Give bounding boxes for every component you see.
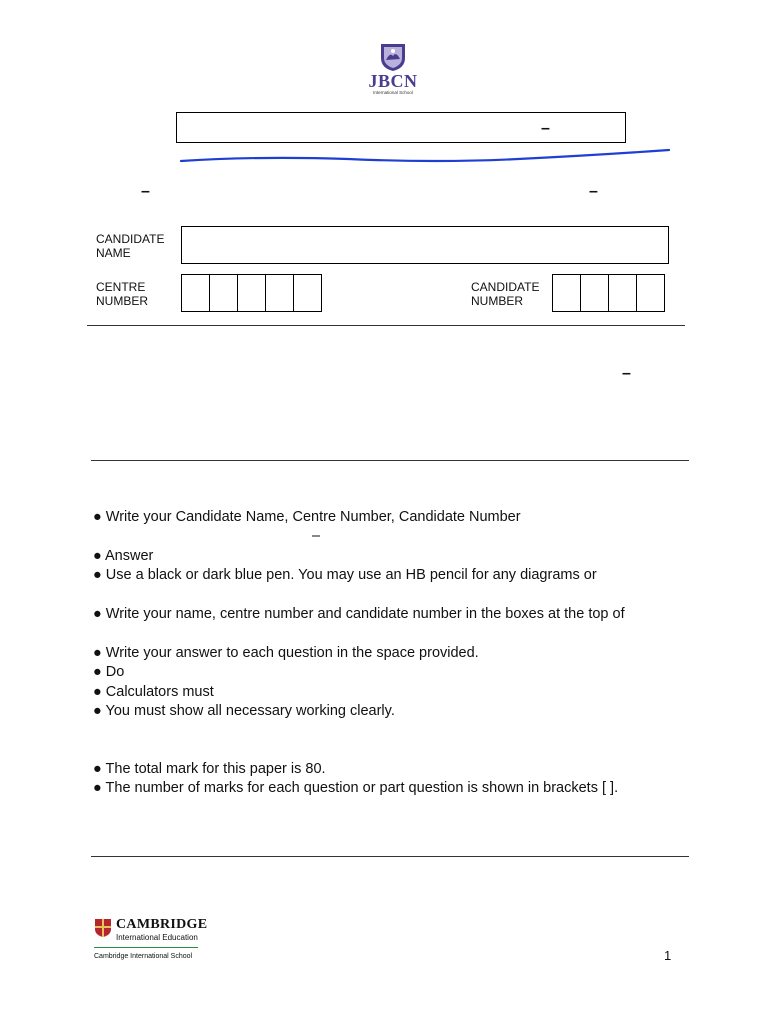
centre-number-digit-box[interactable] [237,274,266,312]
instruction-item: ● Write your answer to each question in the space provided. [93,644,479,661]
candidate-number-digit-box[interactable] [636,274,665,312]
centre-number-digit-box[interactable] [209,274,238,312]
paper-title-box [176,112,626,143]
centre-number-label-line1: CENTRE [96,280,146,294]
header-divider [87,325,685,326]
centre-number-digit-box[interactable] [265,274,294,312]
candidate-number-digit-box[interactable] [552,274,581,312]
school-crest-icon [378,42,408,72]
subtitle-right-dash: – [589,183,598,200]
candidate-number-digit-box[interactable] [608,274,637,312]
candidate-name-label-line2: NAME [96,246,131,260]
centre-number-label [96,280,148,308]
instruction-item: ● Do [93,664,125,681]
instruction-item: – [312,528,321,545]
instruction-item [93,624,713,643]
school-logo [362,42,424,98]
info-item: ● The total mark for this paper is 80. [93,761,326,778]
instruction-item: ● Answer [93,547,154,564]
candidate-number-label [471,280,539,308]
cambridge-school-label: Cambridge International School [94,953,193,960]
title-dash: – [541,120,550,137]
subtitle-left-dash: – [141,183,150,200]
candidate-number-label-line2: NUMBER [471,294,524,308]
pen-underline-stroke [178,146,672,168]
candidate-number-boxes [552,274,665,312]
instruction-item: ● Write your name, centre number and candidate number in the boxes at the top of [93,605,625,622]
cambridge-rule [94,947,198,948]
instruction-item [93,586,713,605]
instruction-item: ● Use a black or dark blue pen. You may use an HB pencil for any diagrams or [93,567,597,584]
instructions-bottom-divider [91,856,689,857]
centre-number-digit-box[interactable] [181,274,210,312]
instructions-list [93,508,713,799]
cambridge-shield-icon [94,918,112,938]
candidate-number-label-line1: CANDIDATE [471,280,540,294]
paper-info-dash: – [622,365,631,382]
centre-number-digit-box[interactable] [293,274,322,312]
logo-wordmark: JBCN [368,71,418,91]
candidate-name-field[interactable] [181,226,669,264]
cambridge-logo [94,916,224,966]
logo-subtext: International School [373,90,413,95]
candidate-name-label [96,232,164,260]
instruction-item: ● Write your Candidate Name, Centre Number, Candidate Number [93,509,521,525]
instruction-item: ● Calculators must [93,683,214,700]
info-item: ● The number of marks for each question or part question is shown in brackets [ ]. [93,780,619,797]
cambridge-wordmark: CAMBRIDGE [116,917,208,932]
instruction-item: ● You must show all necessary working clearly. [93,702,395,719]
cambridge-subtitle: International Education [116,933,198,942]
centre-number-label-line2: NUMBER [96,294,149,308]
page-number: 1 [664,948,672,963]
candidate-name-label-line1: CANDIDATE [96,232,165,246]
centre-number-boxes [181,274,322,312]
instructions-gap [93,721,713,760]
candidate-number-digit-box[interactable] [580,274,609,312]
instructions-top-divider [91,460,689,461]
